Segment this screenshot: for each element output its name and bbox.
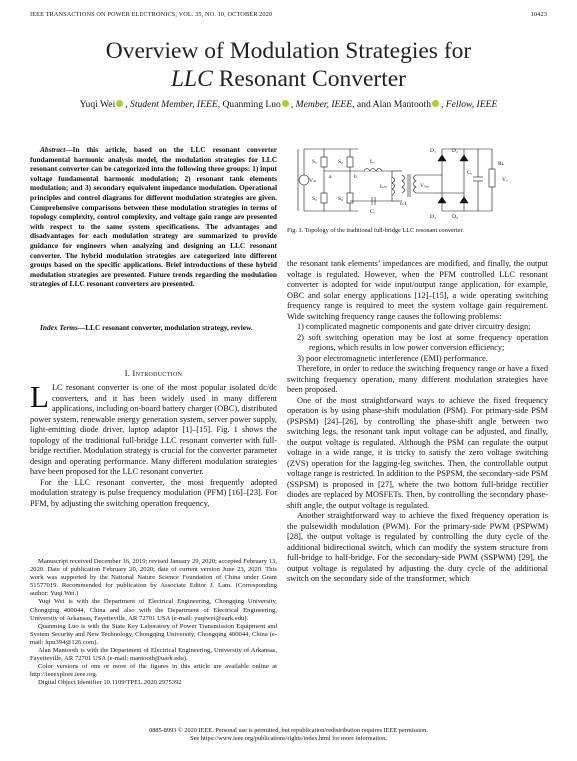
switch-s4-icon (347, 193, 353, 203)
footnote-received: Manuscript received December 16, 2019; revised January 29, 2020; accepted February 13, 2020. Date of publication February 20, 2020; date of current version June 23, 2020. This work was supported by the National Nature Science Foundation of China under Grant 51577019. Recommended for publication by Associate Editor J. Lam. (Corresponding author: Yuqi Wei.) (30, 558, 277, 598)
label-d1: D₁ (430, 148, 436, 154)
figure-1-circuit (292, 141, 530, 221)
journal-name: IEEE TRANSACTIONS ON POWER ELECTRONICS, VOL. 35, NO. 10, OCTOBER 2020 (30, 11, 273, 18)
abstract-text: —In this article, based on the LLC resonant converter fundamental harmonic analysis model, the modulation strategies for LLC resonant converter can be categorized into the following three groups: 1) input voltage fundamental harmonic modulation; 2) resonant tank elements modulation; and 3) secondary equivalent impedance modulation. Operational principles and control diagrams for different modulation strategies are given. Comprehensive comparisons between these modulation strategies in terms of topology complexity, control complexity, and voltage gain range are presented with respect to the same system specifications. The advantages and disadvantages for each modulation strategy are summarized to provide guidance for engineers when analyzing and designing an LLC resonant converter. The hybrid modulation strategies are categorized into different groups based on the specific applications. Brief introductions of these hybrid modulation strategies are presented. Future trends regarding the modulation strategies of LLC resonant converters are presented. (30, 145, 277, 289)
footnote-author-1: Yuqi Wei is with the Department of Electrical Engineering, Chongqing University, Chongqing 400044, China and also with the Department of Electrical Engineering, University of Arkansas, Fayetteville, AR 72701 USA (e-mail: yuqiwei@uark.edu). (30, 598, 277, 622)
label-lm: Lₘ (380, 184, 387, 190)
label-ratio: n:1 (400, 201, 408, 207)
index-terms (30, 323, 277, 333)
input-source-icon (299, 175, 309, 185)
footnote-author-3: Alan Mantooth is with the Department of Electrical Engineering, University of Arkansas, Fayetteville, AR 72701 USA (e-mail: mantooth@uark.edu). (30, 647, 277, 663)
list-item: 1) complicated magnetic components and gate driver circuitry design; (297, 322, 531, 331)
label-co: Cₒ (467, 170, 473, 176)
transformer-primary-icon (402, 175, 405, 193)
diode-d4-icon (460, 197, 468, 203)
problem-list (287, 322, 548, 364)
label-vsec: Vₛₑ꜀ (420, 183, 430, 189)
right-paragraph-1: the resonant tank elements’ impedances are modified, and finally, the output voltage is regulated. However, when the PFM controlled LLC resonant converter is adopted for wide input/output range application, for example, OBC and solar energy applications [12]–[15], a wide operating switching frequency range is required to meet the system voltage gain requirement. Wide switching frequency range causes the following problems: (287, 259, 548, 321)
label-b: b (354, 174, 357, 180)
title-rest: Resonant Converter (212, 66, 406, 92)
author-list: Yuqi Wei , Student Member, IEEE, Quanming Luo , Member, IEEE, and Alan Mantooth , Fellow, IEEE (79, 99, 498, 110)
label-rl: Rʟ (498, 161, 505, 167)
footnotes (30, 558, 277, 688)
abstract-label: Abstract (40, 145, 66, 154)
copyright-line-2[interactable]: See https://www.ieee.org/publications/rights/index.html for more information. (190, 735, 387, 743)
transformer-secondary-icon (414, 175, 417, 193)
author-2-name: Quanming Luo (222, 99, 281, 110)
right-paragraph-4: Another straightforward way to achieve the fixed frequency operation is the pulsewidth modulation (PWM). For the primary-side PWM (PSPWM) [28], the output voltage is regulated by controlling the duty cycle of the additional bidirectional switch, which can modify the system structure from full-bridge to half-bridge. For the secondary-side PWM (SSPWM) [29], the output voltage is regulated by adjusting the duty cycle of the additional switch on the secondary side of the transformer, which (287, 511, 548, 583)
intro-paragraph-1 (30, 379, 278, 478)
label-s4: S₄ (338, 196, 343, 202)
list-item: 3) poor electromagnetic interference (EMI) performance. (297, 353, 488, 363)
switch-s1-icon (321, 157, 327, 167)
right-paragraph-3: One of the most straightforward ways to achieve the fixed frequency operation is by using phase-shift modulation (PSM). For primary-side PSM (PSPSM) [24]–[26], by controlling the phase-shift angle between two switching legs, the resonant tank input voltage can be adjusted, and finally, the output voltage is regulated. Although the PSM can regulate the output voltage in a wide range, it is tricky to satisfy the zero voltage switching (ZVS) operation for the lagging-leg switches. Then, the controllable output voltage range is restricted. In addition to the PSPSM, the secondary-side PSM (SSPSM) is proposed in [27], where the two bottom full-bridge rectifier diodes are replaced by MOSFETs. Then, by controlling the secondary phase-shift angle, the output voltage is regulated. (287, 395, 548, 510)
list-item: 2) soft switching operation may be lost at some frequency operation regions, which results in low power conversion efficiency; (297, 332, 548, 352)
label-d2: D₂ (452, 148, 458, 154)
label-s2: S₂ (338, 159, 343, 165)
introduction (30, 379, 278, 509)
page-number: 10423 (530, 11, 547, 18)
author-1-name: Yuqi Wei (79, 99, 116, 110)
abstract (30, 145, 277, 289)
label-a: a (329, 174, 332, 180)
label-d3: D₃ (430, 214, 436, 220)
footnote-doi: Digital Object Identifier 10.1109/TPEL.2020.2975392 (38, 679, 182, 687)
copyright-line-1: 0885-8993 © 2020 IEEE. Personal use is permitted, but republication/redistribution requires IEEE permission. (149, 727, 428, 734)
load-resistor-icon (489, 169, 495, 187)
inductor-lr-icon (364, 169, 382, 172)
orcid-icon[interactable] (116, 100, 123, 107)
label-cr: Cᵣ (370, 209, 375, 215)
diode-d2-icon (460, 155, 468, 161)
label-s3: S₃ (312, 196, 317, 202)
switch-s3-icon (321, 193, 327, 203)
paper-title (0, 37, 577, 93)
label-lr: Lᵣ (370, 159, 375, 165)
title-line-2 (0, 65, 577, 93)
title-llc: LLC (170, 66, 213, 92)
author-2-role: Member, IEEE (295, 99, 353, 110)
label-d4: D₄ (452, 214, 458, 220)
right-column-text (287, 259, 548, 585)
diode-d1-icon (438, 155, 446, 161)
copyright-notice (0, 727, 577, 743)
label-vin: Vᵢₙ (309, 178, 317, 184)
drop-cap: L (30, 379, 49, 414)
footnote-color: Color versions of one or more of the figures in this article are available online at http://ieeexplore.ieee.org. (30, 663, 277, 679)
index-terms-text: —LLC resonant converter, modulation strategy, review. (77, 323, 253, 332)
right-paragraph-2: Therefore, in order to reduce the switching frequency range or have a fixed switching frequency operation, many different modulation strategies have been proposed. (287, 364, 548, 394)
author-1-role: Student Member, IEEE (130, 99, 218, 110)
label-vo: Vₒ (502, 177, 508, 183)
author-3-name: and Alan Mantooth (356, 99, 431, 110)
index-terms-label: Index Terms (40, 323, 78, 332)
orcid-icon[interactable] (282, 100, 289, 107)
figure-1-caption: Fig. 1. Topology of the traditional full-bridge LLC resonant converter. (287, 227, 464, 234)
orcid-icon[interactable] (432, 100, 439, 107)
running-header (30, 11, 547, 18)
inductor-lm-icon (392, 177, 395, 195)
footnote-author-2: Quanming Luo is with the State Key Laboratory of Power Transmission Equipment and System Security and New Technology, Chongqing University, Chongqing 400044, China (e-mail: lqm394@126.com). (30, 622, 277, 646)
author-3-role: Fellow, IEEE (445, 99, 498, 110)
title-line-1: Overview of Modulation Strategies for (105, 38, 472, 64)
intro-paragraph-2: For the LLC resonant converter, the most frequently adopted modulation strategy is pulse frequency modulation (PFM) [16]–[23]. For PFM, by adjusting the switching operation frequency, (30, 477, 277, 508)
switch-s2-icon (347, 157, 353, 167)
intro-p1-text: LC resonant converter is one of the most popular isolated dc/dc converters, and it has been widely used in many different applications, including on-board battery charger (OBC), distributed power system, renewable energy generation system, server power supply, light-emitting diode driver, laptop adaptor [1]–[15]. Fig. 1 shows the topology of the traditional full-bridge LLC resonant converter with full-bridge rectifier. Modulation strategy is crucial for the converter parameter design and operating performance. Many different modulation strategies have been proposed for the LLC resonant converter. (30, 383, 278, 476)
diode-d3-icon (438, 197, 446, 203)
label-s1: S₁ (312, 159, 317, 165)
section-heading: I. Introduction (124, 369, 183, 378)
